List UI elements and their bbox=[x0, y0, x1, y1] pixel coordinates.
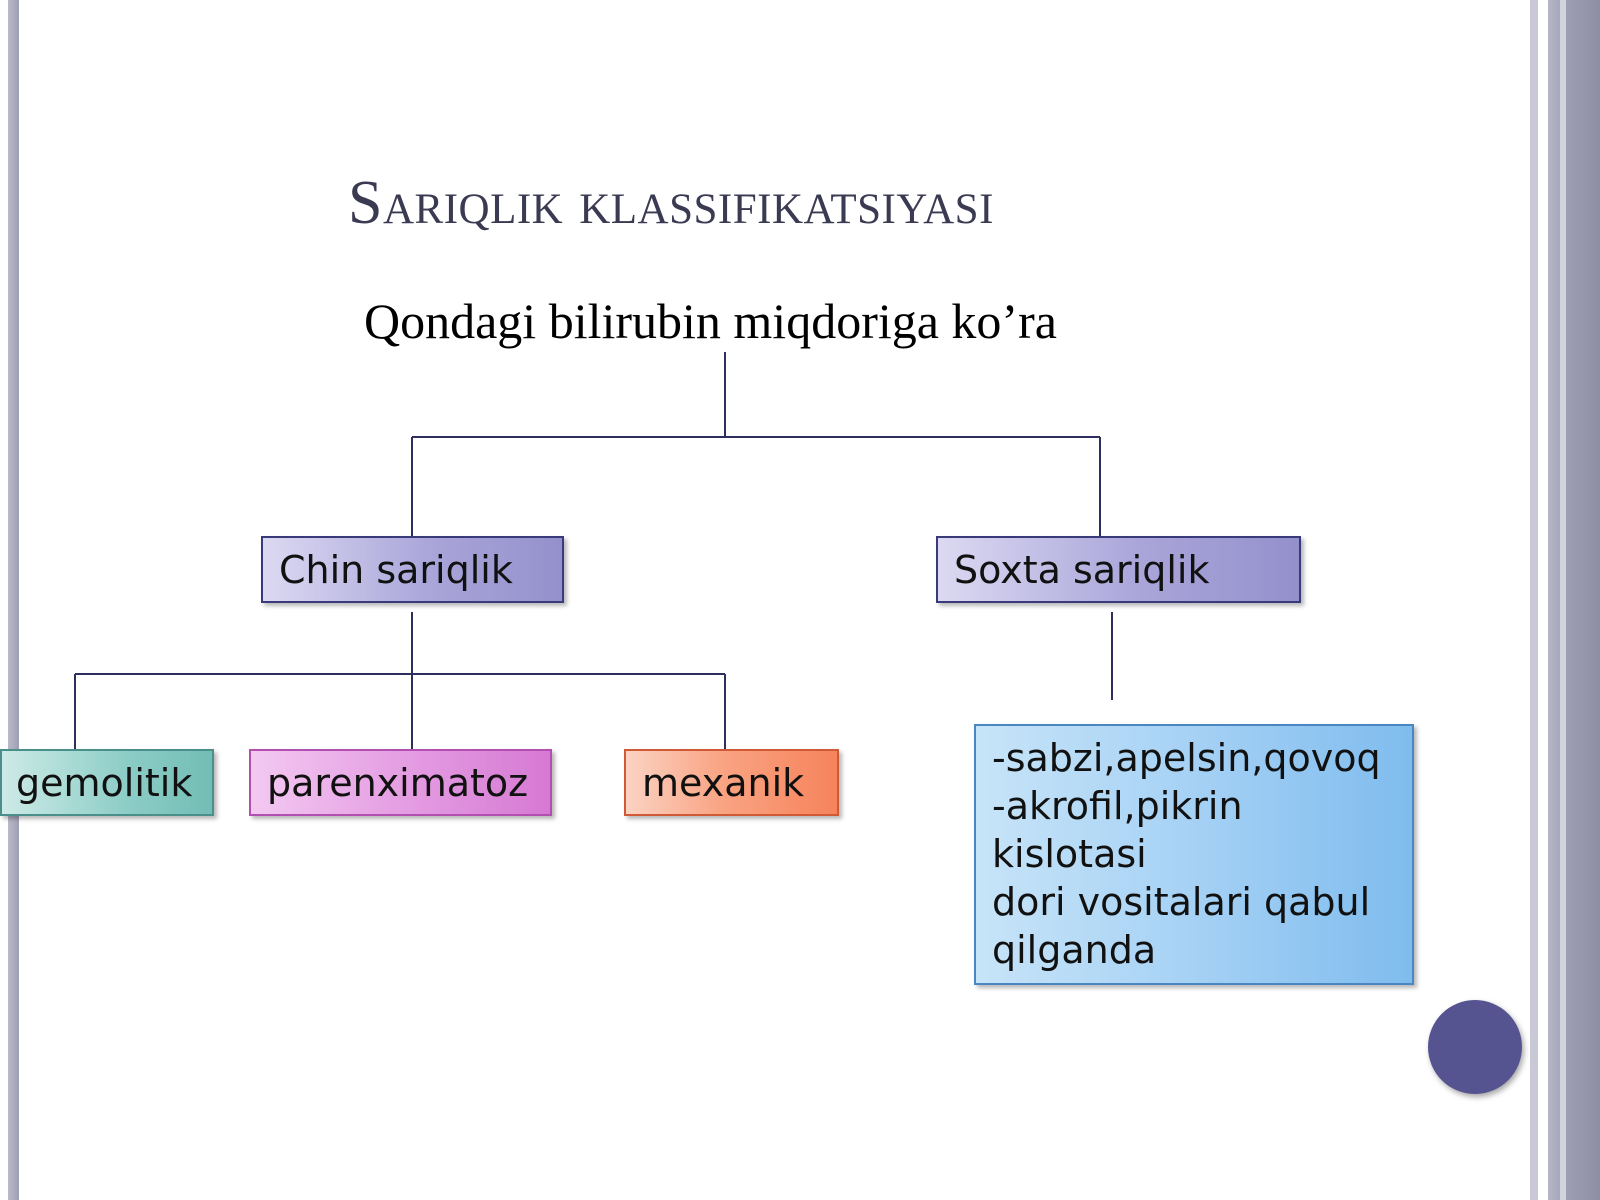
parenximatoz-box: parenximatoz bbox=[249, 749, 552, 816]
false-jaundice-box: Soxta sariqlik bbox=[936, 536, 1301, 603]
cause-line: -sabzi,apelsin,qovoq bbox=[992, 736, 1381, 780]
gemolitik-box: gemolitik bbox=[0, 749, 214, 816]
cause-line: -akrofil,pikrin bbox=[992, 784, 1243, 828]
cause-line: dori vositalari qabul bbox=[992, 880, 1371, 924]
true-jaundice-box: Chin sariqlik bbox=[261, 536, 564, 603]
decorative-circle bbox=[1428, 1000, 1522, 1094]
classification-criterion: Qondagi bilirubin miqdoriga ko’ra bbox=[364, 293, 1057, 349]
cause-line: kislotasi bbox=[992, 832, 1147, 876]
cause-line: qilganda bbox=[992, 928, 1157, 972]
false-jaundice-causes-box bbox=[974, 724, 1414, 985]
mexanik-box: mexanik bbox=[624, 749, 839, 816]
slide-title: Sariqlik klassifikatsiyasi bbox=[348, 169, 994, 237]
